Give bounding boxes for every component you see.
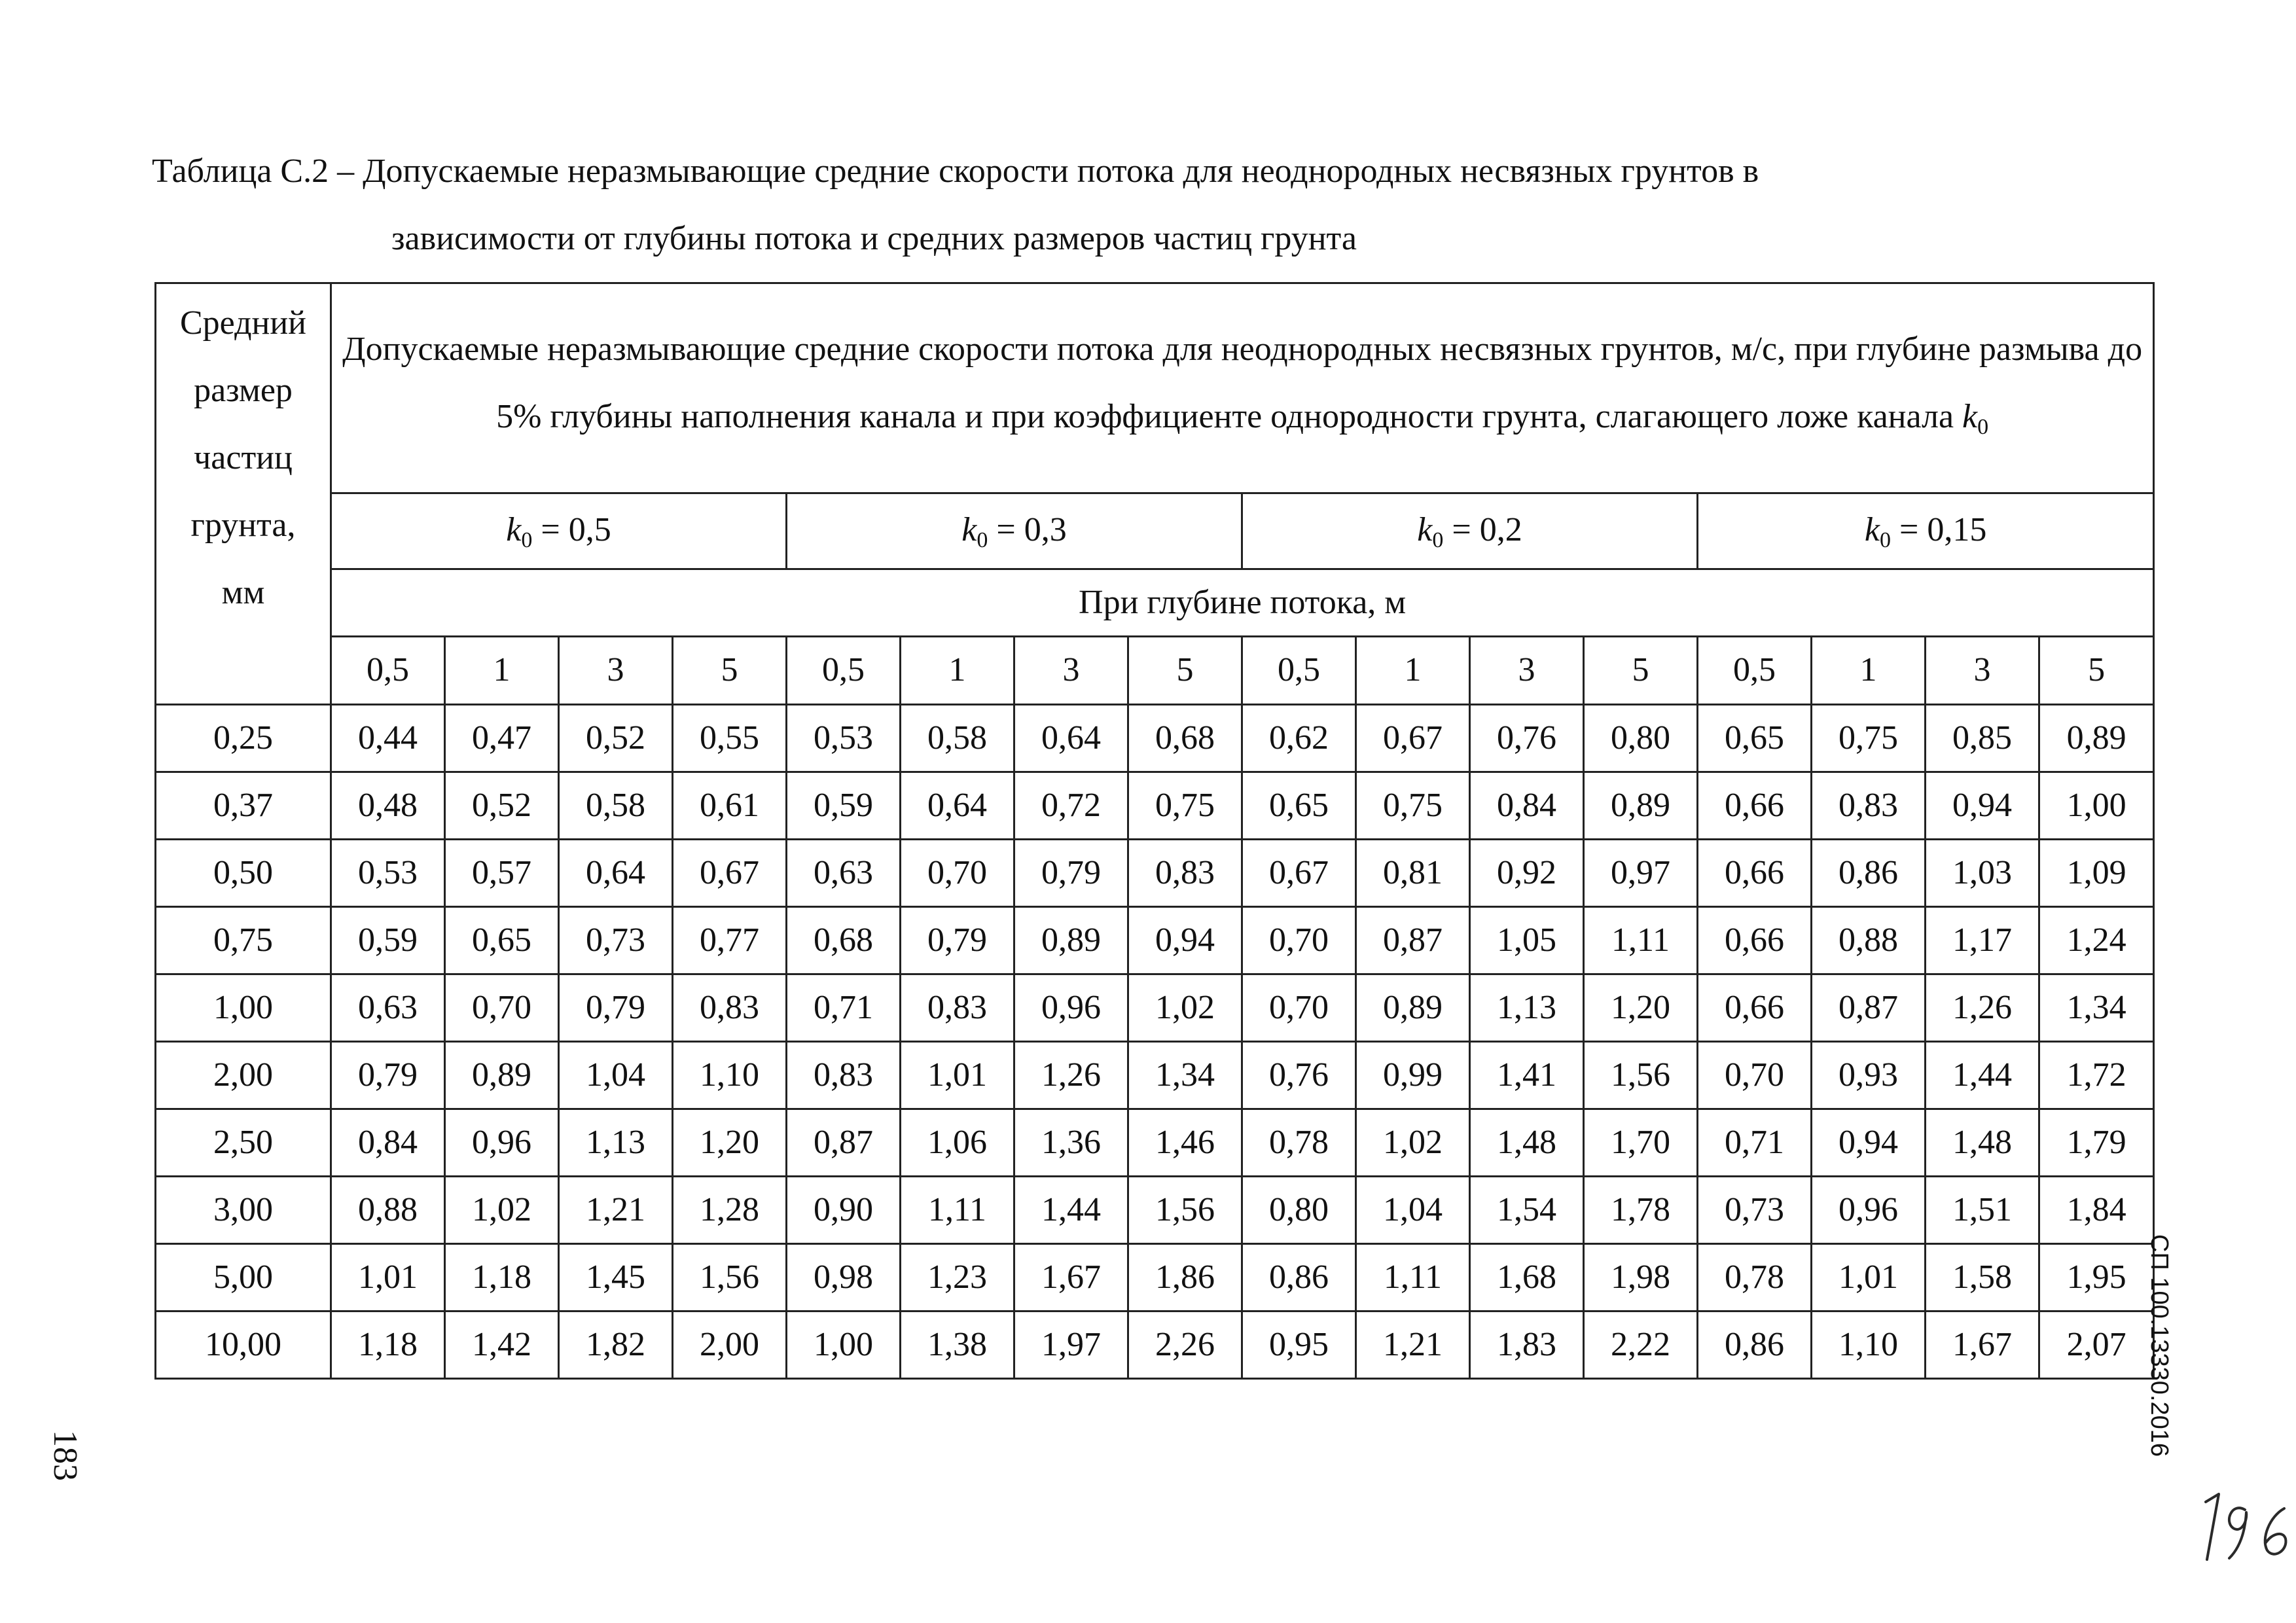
table-row — [156, 1311, 2154, 1379]
velocity-cell: 1,13 — [1470, 974, 1584, 1042]
velocity-cell: 1,44 — [1014, 1177, 1128, 1244]
table-row — [156, 974, 2154, 1042]
velocity-cell: 1,67 — [1926, 1311, 2039, 1379]
depth-value-cell: 3 — [1014, 637, 1128, 705]
velocity-cell: 0,52 — [559, 705, 673, 772]
table-row — [156, 907, 2154, 974]
velocity-cell: 0,97 — [1584, 840, 1698, 907]
velocity-cell: 0,79 — [901, 907, 1014, 974]
velocity-cell: 0,70 — [901, 840, 1014, 907]
velocity-cell: 1,20 — [1584, 974, 1698, 1042]
velocity-cell: 0,70 — [1242, 907, 1356, 974]
velocity-cell: 1,72 — [2039, 1042, 2154, 1109]
k-symbol: k — [1864, 510, 1880, 548]
particle-size-cell: 0,25 — [156, 705, 331, 772]
depth-header-cell: При глубине потока, м — [331, 569, 2154, 637]
velocity-cell: 2,00 — [673, 1311, 787, 1379]
velocity-cell: 0,66 — [1698, 974, 1812, 1042]
velocity-cell: 0,53 — [331, 840, 445, 907]
velocity-cell: 0,99 — [1356, 1042, 1470, 1109]
velocity-cell: 1,03 — [1926, 840, 2039, 907]
velocity-cell: 1,34 — [2039, 974, 2154, 1042]
velocity-cell: 0,57 — [445, 840, 559, 907]
velocity-cell: 0,73 — [559, 907, 673, 974]
velocity-cell: 0,70 — [1698, 1042, 1812, 1109]
velocity-cell: 0,89 — [1014, 907, 1128, 974]
k-group-header: $k_0 = 0,2$ — [1242, 493, 1698, 569]
velocity-cell: 2,22 — [1584, 1311, 1698, 1379]
velocity-cell: 1,83 — [1470, 1311, 1584, 1379]
k-group-value: 0,15 — [1927, 510, 1987, 548]
velocity-cell: 0,72 — [1014, 772, 1128, 840]
velocity-cell: 1,09 — [2039, 840, 2154, 907]
velocity-cell: 2,26 — [1128, 1311, 1242, 1379]
table-row — [156, 1177, 2154, 1244]
velocity-cell: 0,65 — [1698, 705, 1812, 772]
depth-value-cell: 1 — [445, 637, 559, 705]
velocity-cell: 0,59 — [331, 907, 445, 974]
particle-size-cell: 1,00 — [156, 974, 331, 1042]
velocity-cell: 0,87 — [1356, 907, 1470, 974]
depth-value-cell: 0,5 — [331, 637, 445, 705]
particle-size-cell: 10,00 — [156, 1311, 331, 1379]
document-code: СП 100.13330.2016 — [2145, 1234, 2173, 1457]
velocity-cell: 1,34 — [1128, 1042, 1242, 1109]
velocity-cell: 1,44 — [1926, 1042, 2039, 1109]
velocity-cell: 1,13 — [559, 1109, 673, 1177]
velocity-cell: 1,18 — [445, 1244, 559, 1311]
velocity-cell: 1,48 — [1470, 1109, 1584, 1177]
k-subscript: 0 — [521, 527, 533, 552]
velocity-cell: 0,83 — [1128, 840, 1242, 907]
velocity-cell: 1,20 — [673, 1109, 787, 1177]
velocity-cell: 0,83 — [1812, 772, 1926, 840]
velocity-cell: 1,84 — [2039, 1177, 2154, 1244]
velocity-cell: 1,54 — [1470, 1177, 1584, 1244]
velocity-cell: 0,68 — [1128, 705, 1242, 772]
velocity-cell: 0,87 — [1812, 974, 1926, 1042]
velocity-cell: 0,58 — [901, 705, 1014, 772]
velocity-cell: 1,01 — [1812, 1244, 1926, 1311]
velocity-cell: 1,68 — [1470, 1244, 1584, 1311]
velocity-cell: 0,83 — [673, 974, 787, 1042]
velocity-cell: 1,10 — [673, 1042, 787, 1109]
velocity-cell: 0,95 — [1242, 1311, 1356, 1379]
velocity-cell: 0,85 — [1926, 705, 2039, 772]
handwritten-page-mark — [2193, 1476, 2296, 1567]
velocity-cell: 1,36 — [1014, 1109, 1128, 1177]
velocity-cell: 0,84 — [1470, 772, 1584, 840]
velocity-cell: 0,58 — [559, 772, 673, 840]
velocity-cell: 0,64 — [1014, 705, 1128, 772]
velocity-cell: 0,64 — [559, 840, 673, 907]
velocity-cell: 1,11 — [901, 1177, 1014, 1244]
velocity-cell: 1,86 — [1128, 1244, 1242, 1311]
velocity-cell: 1,21 — [559, 1177, 673, 1244]
k-symbol: k — [1417, 510, 1433, 548]
velocity-cell: 1,51 — [1926, 1177, 2039, 1244]
k-symbol: k — [506, 510, 522, 548]
stub-header-line: Средний — [179, 304, 307, 342]
page-number: 183 — [46, 1430, 84, 1481]
velocity-cell: 0,52 — [445, 772, 559, 840]
velocity-cell: 1,82 — [559, 1311, 673, 1379]
velocity-cell: 1,26 — [1926, 974, 2039, 1042]
depth-value-cell: 0,5 — [1242, 637, 1356, 705]
velocity-cell: 1,42 — [445, 1311, 559, 1379]
depth-value-cell: 5 — [2039, 637, 2154, 705]
stub-header-cell — [156, 283, 331, 705]
velocity-cell: 0,53 — [787, 705, 901, 772]
velocity-cell: 0,88 — [1812, 907, 1926, 974]
stub-header-line: размер — [194, 372, 293, 409]
header-row-depth-values — [156, 637, 2154, 705]
velocity-cell: 0,89 — [1584, 772, 1698, 840]
table-body — [156, 283, 2154, 1379]
particle-size-cell: 5,00 — [156, 1244, 331, 1311]
velocity-cell: 1,04 — [559, 1042, 673, 1109]
velocity-cell: 1,04 — [1356, 1177, 1470, 1244]
depth-value-cell: 5 — [1584, 637, 1698, 705]
velocity-cell: 0,93 — [1812, 1042, 1926, 1109]
velocity-cell: 0,78 — [1698, 1244, 1812, 1311]
k-subscript: 0 — [977, 527, 988, 552]
velocity-cell: 1,38 — [901, 1311, 1014, 1379]
velocity-cell: 1,00 — [2039, 772, 2154, 840]
velocity-cell: 1,95 — [2039, 1244, 2154, 1311]
velocity-cell: 0,71 — [787, 974, 901, 1042]
depth-value-cell: 3 — [1470, 637, 1584, 705]
velocity-cell: 0,89 — [445, 1042, 559, 1109]
velocity-cell: 1,79 — [2039, 1109, 2154, 1177]
velocity-cell: 1,46 — [1128, 1109, 1242, 1177]
velocity-cell: 0,94 — [1128, 907, 1242, 974]
velocity-cell: 0,66 — [1698, 907, 1812, 974]
velocity-cell: 0,67 — [1242, 840, 1356, 907]
velocity-cell: 1,56 — [1584, 1042, 1698, 1109]
velocity-cell: 0,80 — [1584, 705, 1698, 772]
depth-value-cell: 0,5 — [1698, 637, 1812, 705]
table-row — [156, 1109, 2154, 1177]
velocity-cell: 0,77 — [673, 907, 787, 974]
velocity-cell: 0,79 — [1014, 840, 1128, 907]
k-group-value: 0,2 — [1479, 510, 1522, 548]
velocity-cell: 1,24 — [2039, 907, 2154, 974]
velocity-cell: 0,71 — [1698, 1109, 1812, 1177]
velocity-cell: 1,67 — [1014, 1244, 1128, 1311]
velocity-cell: 1,23 — [901, 1244, 1014, 1311]
velocity-cell: 2,07 — [2039, 1311, 2154, 1379]
particle-size-cell: 2,00 — [156, 1042, 331, 1109]
table-row — [156, 1042, 2154, 1109]
velocity-cell: 1,11 — [1584, 907, 1698, 974]
velocity-cell: 0,84 — [331, 1109, 445, 1177]
velocity-cell: 0,55 — [673, 705, 787, 772]
velocity-cell: 0,66 — [1698, 840, 1812, 907]
velocity-cell: 0,98 — [787, 1244, 901, 1311]
velocity-cell: 1,00 — [787, 1311, 901, 1379]
velocity-cell: 0,62 — [1242, 705, 1356, 772]
velocity-cell: 1,01 — [901, 1042, 1014, 1109]
table-caption-line-1: Таблица С.2 – Допускаемые неразмывающие средние скорости потока для неоднородных несвязных грунтов в — [152, 152, 1759, 190]
table-row — [156, 1244, 2154, 1311]
velocity-cell: 0,47 — [445, 705, 559, 772]
velocity-cell: 1,01 — [331, 1244, 445, 1311]
velocity-cell: 1,97 — [1014, 1311, 1128, 1379]
velocity-cell: 0,96 — [445, 1109, 559, 1177]
header-row-k-groups — [156, 493, 2154, 569]
k-subscript: 0 — [1879, 527, 1891, 552]
velocity-cell: 0,96 — [1014, 974, 1128, 1042]
velocity-cell: 1,26 — [1014, 1042, 1128, 1109]
k-group-header: $k_0 = 0,15$ — [1698, 493, 2154, 569]
velocity-cell: 1,18 — [331, 1311, 445, 1379]
velocity-cell: 0,61 — [673, 772, 787, 840]
velocity-cell: 1,02 — [1128, 974, 1242, 1042]
velocity-cell: 0,89 — [1356, 974, 1470, 1042]
velocity-cell: 1,11 — [1356, 1244, 1470, 1311]
velocity-cell: 1,06 — [901, 1109, 1014, 1177]
velocity-cell: 0,96 — [1812, 1177, 1926, 1244]
table-caption-line-2: зависимости от глубины потока и средних размеров частиц грунта — [391, 220, 1357, 257]
k0-symbol — [1962, 398, 1989, 439]
velocity-cell: 1,41 — [1470, 1042, 1584, 1109]
velocity-cell: 0,75 — [1128, 772, 1242, 840]
particle-size-cell: 3,00 — [156, 1177, 331, 1244]
velocity-cell: 1,21 — [1356, 1311, 1470, 1379]
table-row — [156, 772, 2154, 840]
velocity-cell: 0,68 — [787, 907, 901, 974]
velocity-cell: 0,94 — [1812, 1109, 1926, 1177]
velocity-cell: 0,92 — [1470, 840, 1584, 907]
velocity-cell: 1,05 — [1470, 907, 1584, 974]
velocity-cell: 0,87 — [787, 1109, 901, 1177]
velocity-cell: 1,02 — [1356, 1109, 1470, 1177]
k-group-value: 0,3 — [1024, 510, 1067, 548]
depth-value-cell: 5 — [1128, 637, 1242, 705]
particle-size-cell: 0,75 — [156, 907, 331, 974]
table-row — [156, 705, 2154, 772]
velocity-cell: 0,80 — [1242, 1177, 1356, 1244]
velocity-cell: 0,76 — [1470, 705, 1584, 772]
velocity-cell: 0,63 — [787, 840, 901, 907]
velocity-cell: 0,81 — [1356, 840, 1470, 907]
velocity-cell: 0,65 — [445, 907, 559, 974]
header-row-depth — [156, 569, 2154, 637]
stub-header-line: мм — [221, 574, 265, 611]
stub-header-line: частиц — [194, 439, 293, 476]
velocity-cell: 0,86 — [1698, 1311, 1812, 1379]
velocity-cell: 0,83 — [787, 1042, 901, 1109]
table-row — [156, 840, 2154, 907]
depth-value-cell: 0,5 — [787, 637, 901, 705]
particle-size-cell: 0,37 — [156, 772, 331, 840]
velocity-cell: 0,48 — [331, 772, 445, 840]
stub-header-line: грунта, — [190, 507, 296, 544]
velocity-cell: 0,67 — [673, 840, 787, 907]
velocity-cell: 0,78 — [1242, 1109, 1356, 1177]
main-header-cell — [331, 283, 2154, 493]
main-header-text: Допускаемые неразмывающие средние скорости потока для неоднородных несвязных грунтов, м/с, при глубине размыва до 5% глубины наполнения канала и при коэффициенте однородности грунта, слагающего ложе канала — [342, 330, 2143, 435]
k-subscript: 0 — [1432, 527, 1444, 552]
depth-value-cell: 1 — [901, 637, 1014, 705]
velocity-cell: 0,94 — [1926, 772, 2039, 840]
depth-value-cell: 1 — [1812, 637, 1926, 705]
velocity-cell: 0,65 — [1242, 772, 1356, 840]
velocity-cell: 0,86 — [1812, 840, 1926, 907]
velocity-cell: 0,44 — [331, 705, 445, 772]
velocity-cell: 1,56 — [1128, 1177, 1242, 1244]
velocity-cell: 0,89 — [2039, 705, 2154, 772]
velocity-cell: 0,75 — [1812, 705, 1926, 772]
velocity-cell: 1,70 — [1584, 1109, 1698, 1177]
velocity-cell: 1,10 — [1812, 1311, 1926, 1379]
velocity-cell: 1,78 — [1584, 1177, 1698, 1244]
depth-value-cell: 1 — [1356, 637, 1470, 705]
k-group-header: $k_0 = 0,5$ — [331, 493, 787, 569]
velocity-table — [154, 282, 2155, 1380]
velocity-cell: 0,73 — [1698, 1177, 1812, 1244]
velocity-cell: 0,76 — [1242, 1042, 1356, 1109]
depth-value-cell: 3 — [559, 637, 673, 705]
particle-size-cell: 2,50 — [156, 1109, 331, 1177]
velocity-cell: 0,64 — [901, 772, 1014, 840]
velocity-cell: 1,02 — [445, 1177, 559, 1244]
k-group-header: $k_0 = 0,3$ — [787, 493, 1242, 569]
depth-value-cell: 3 — [1926, 637, 2039, 705]
k-group-value: 0,5 — [568, 510, 611, 548]
particle-size-cell: 0,50 — [156, 840, 331, 907]
velocity-cell: 0,63 — [331, 974, 445, 1042]
velocity-cell: 0,75 — [1356, 772, 1470, 840]
velocity-cell: 1,28 — [673, 1177, 787, 1244]
velocity-cell: 1,45 — [559, 1244, 673, 1311]
k-symbol: k — [961, 510, 977, 548]
velocity-cell: 0,70 — [1242, 974, 1356, 1042]
header-row-main — [156, 283, 2154, 493]
velocity-cell: 0,90 — [787, 1177, 901, 1244]
velocity-cell: 0,66 — [1698, 772, 1812, 840]
velocity-cell: 1,48 — [1926, 1109, 2039, 1177]
k-symbol: k — [1962, 398, 1978, 435]
depth-value-cell: 5 — [673, 637, 787, 705]
velocity-cell: 1,98 — [1584, 1244, 1698, 1311]
velocity-cell: 0,79 — [559, 974, 673, 1042]
velocity-cell: 0,83 — [901, 974, 1014, 1042]
velocity-cell: 1,56 — [673, 1244, 787, 1311]
velocity-cell: 0,86 — [1242, 1244, 1356, 1311]
velocity-cell: 1,17 — [1926, 907, 2039, 974]
velocity-cell: 1,58 — [1926, 1244, 2039, 1311]
velocity-cell: 0,88 — [331, 1177, 445, 1244]
velocity-cell: 0,67 — [1356, 705, 1470, 772]
velocity-cell: 0,59 — [787, 772, 901, 840]
velocity-cell: 0,79 — [331, 1042, 445, 1109]
k-subscript: 0 — [1977, 415, 1989, 439]
velocity-cell: 0,70 — [445, 974, 559, 1042]
